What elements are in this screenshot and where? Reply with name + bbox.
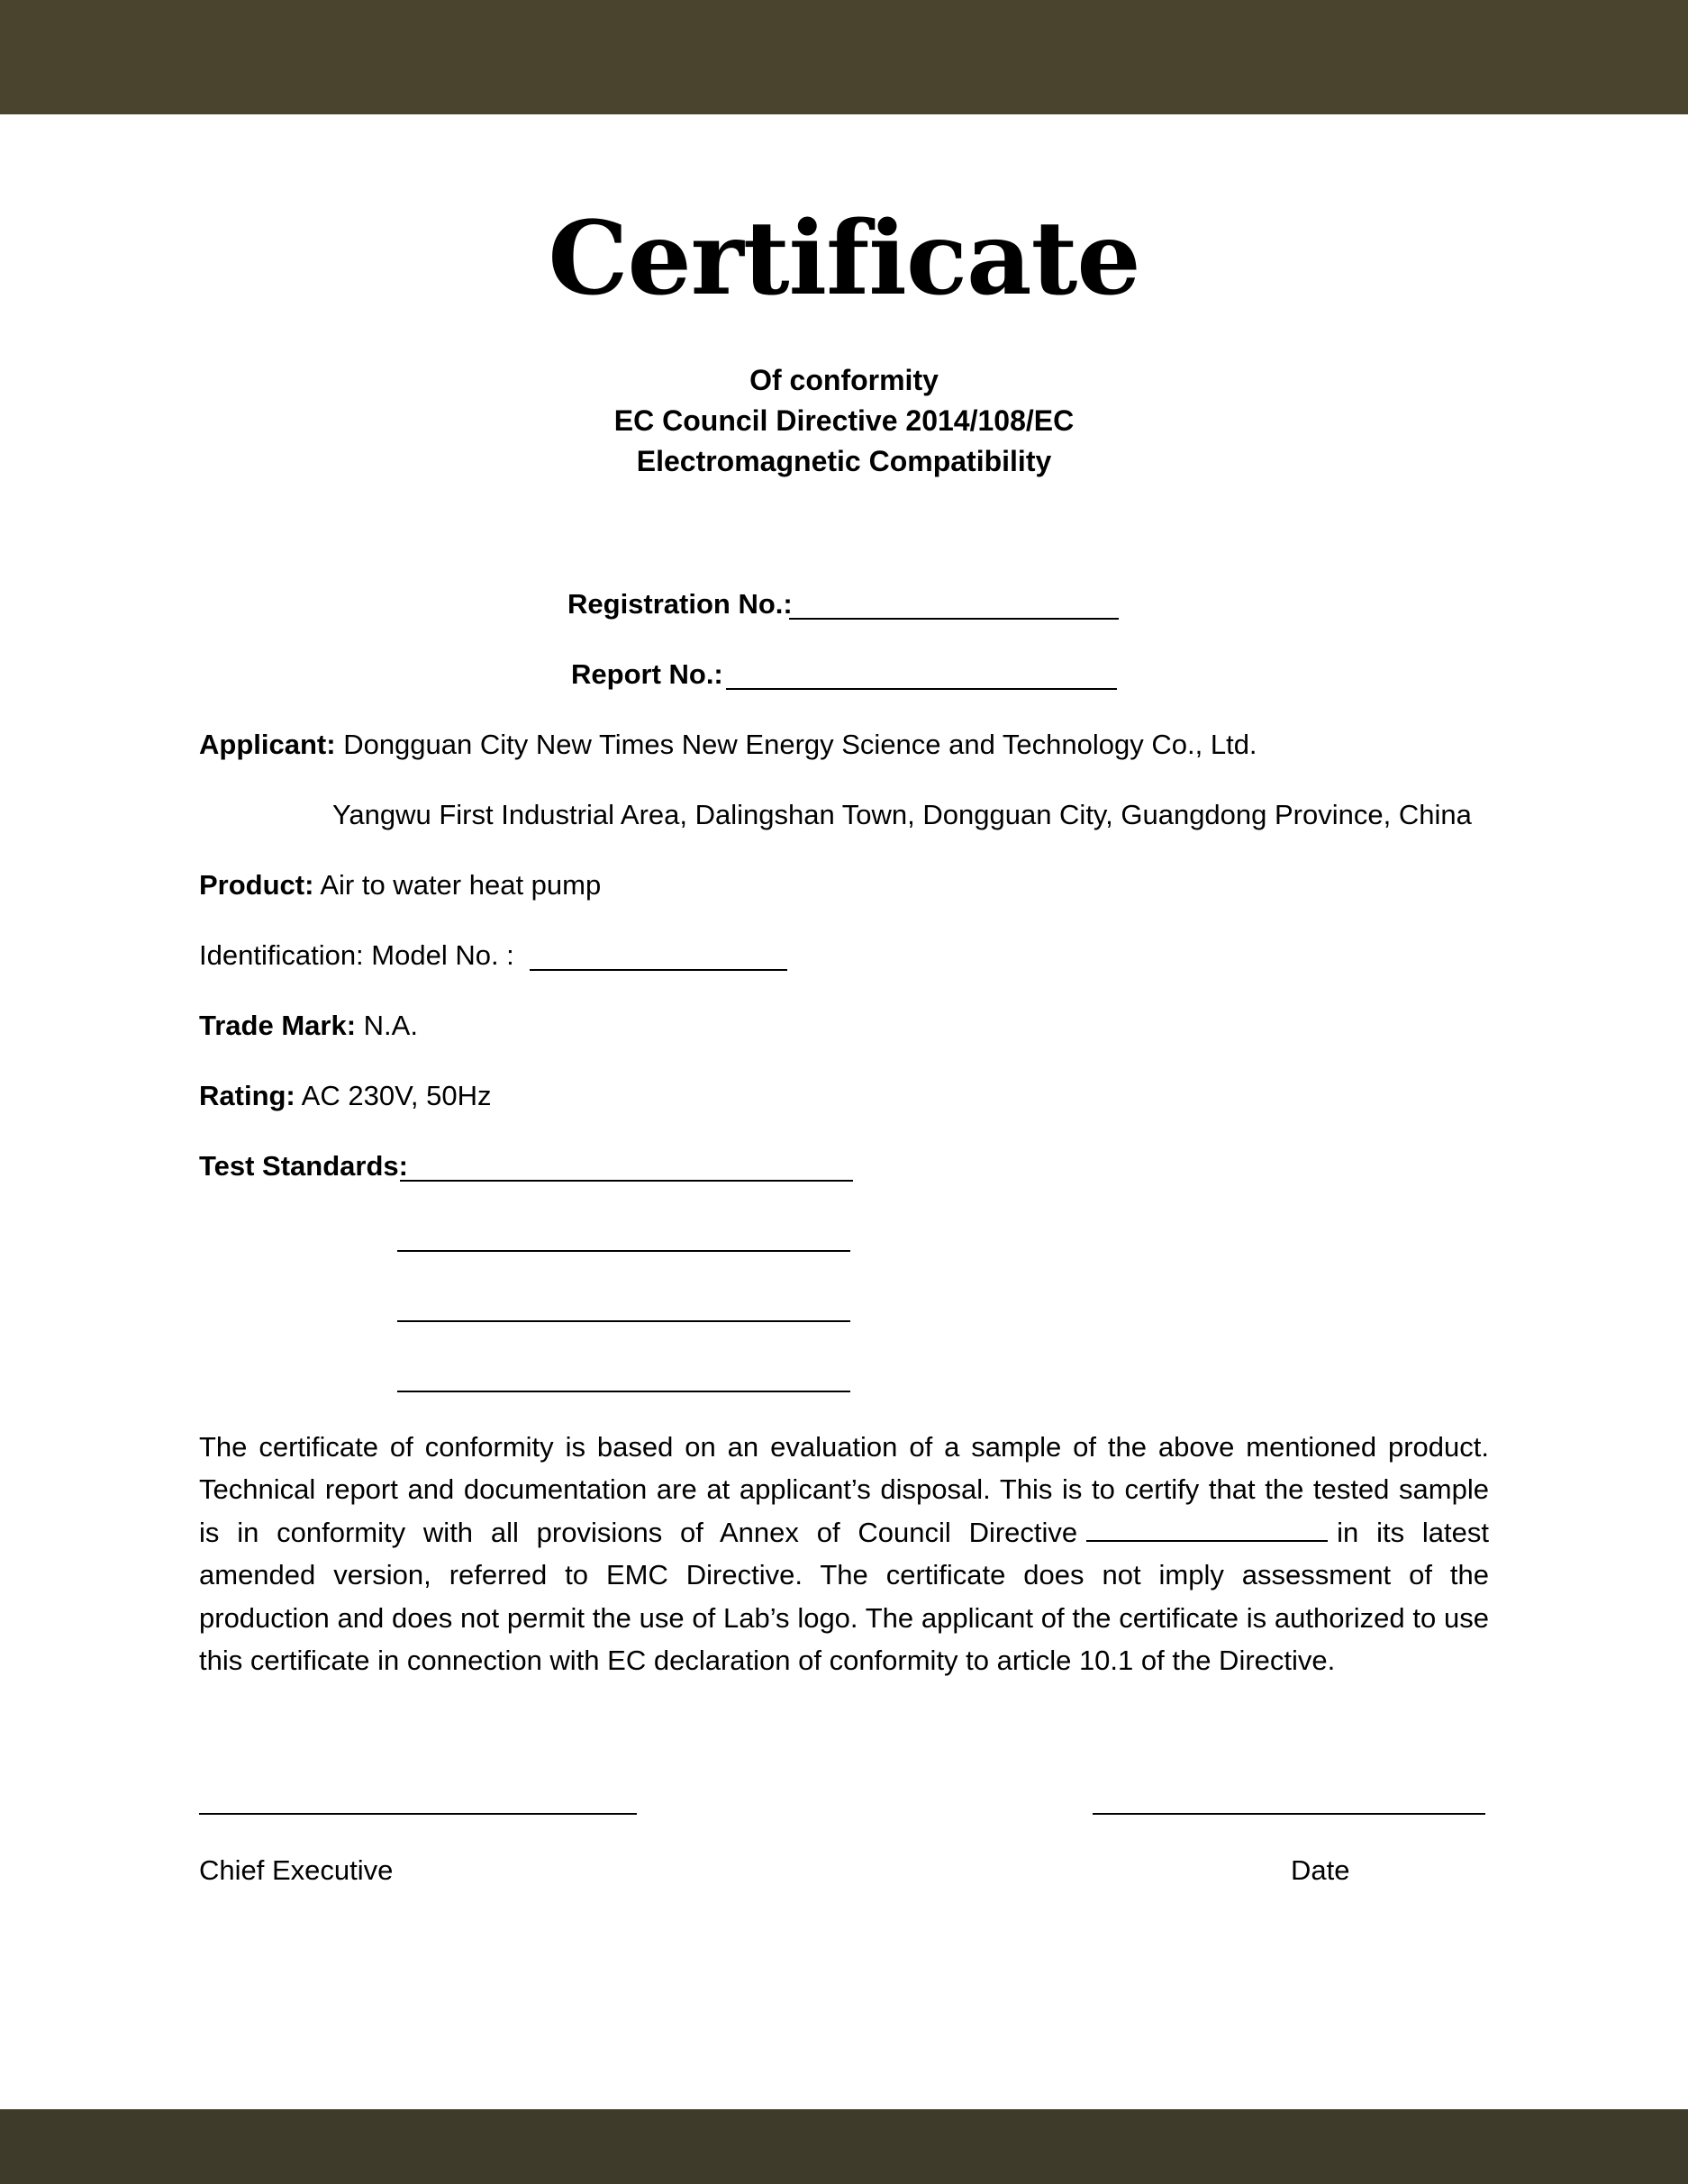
chief-executive-label: Chief Executive — [199, 1854, 394, 1886]
statement-part-2: in its latest amended version, referred to EMC Directive. The certificate does not imply assessment of the production and does not permit the use of Lab’s logo. The applicant of the certificate is authorized to use this certificate in connection with EC declaration of conformity to article 10.1 of the Directive. — [199, 1516, 1489, 1677]
subtitle-line-1: Of conformity — [749, 364, 939, 396]
applicant-label: Applicant: — [199, 729, 336, 760]
registration-row — [567, 585, 793, 624]
rating-value: AC 230V, 50Hz — [301, 1080, 492, 1111]
test-standard-blank-3 — [397, 1320, 850, 1322]
product-row — [199, 865, 601, 905]
bottom-border-band — [0, 2109, 1688, 2184]
directive-blank — [1086, 1517, 1328, 1542]
test-standard-blank-4 — [397, 1391, 850, 1392]
report-row — [571, 655, 723, 694]
model-number-blank — [530, 969, 787, 971]
certificate-title: Certificate — [548, 200, 1140, 318]
date-line — [1093, 1813, 1485, 1815]
date-label: Date — [1291, 1854, 1350, 1886]
product-value: Air to water heat pump — [320, 869, 602, 901]
report-blank — [726, 688, 1117, 690]
registration-blank — [789, 618, 1119, 620]
trademark-value: N.A. — [363, 1010, 418, 1041]
subtitle-line-3: Electromagnetic Compatibility — [636, 445, 1052, 477]
identification-label: Identification: Model No. : — [199, 939, 514, 971]
applicant-row — [199, 725, 1257, 765]
statement-part-1: The certificate of conformity is based on an evaluation of a sample of the above mentioned product. Technical report and documentation are at applicant’s disposal. This is to certify that the tested sample is in conformity with all provisions of Annex of Council Directive — [199, 1431, 1489, 1548]
applicant-value: Dongguan City New Times New Energy Science and Technology Co., Ltd. — [343, 729, 1257, 760]
test-standards-row — [199, 1146, 408, 1186]
product-label: Product: — [199, 869, 314, 901]
trademark-row — [199, 1006, 418, 1046]
registration-label: Registration No.: — [567, 588, 793, 620]
test-standard-blank-1 — [400, 1180, 853, 1182]
top-border-band — [0, 0, 1688, 114]
report-label: Report No.: — [571, 658, 723, 690]
applicant-address: Yangwu First Industrial Area, Dalingshan Town, Dongguan City, Guangdong Province, China — [332, 799, 1472, 830]
test-standards-label: Test Standards: — [199, 1150, 408, 1182]
subtitle-line-2: EC Council Directive 2014/108/EC — [613, 404, 1075, 437]
rating-row — [199, 1076, 492, 1116]
trademark-label: Trade Mark: — [199, 1010, 357, 1041]
rating-label: Rating: — [199, 1080, 295, 1111]
test-standard-blank-2 — [397, 1250, 850, 1252]
conformity-statement — [199, 1426, 1489, 1681]
identification-row — [199, 936, 514, 975]
signature-line — [199, 1813, 637, 1815]
